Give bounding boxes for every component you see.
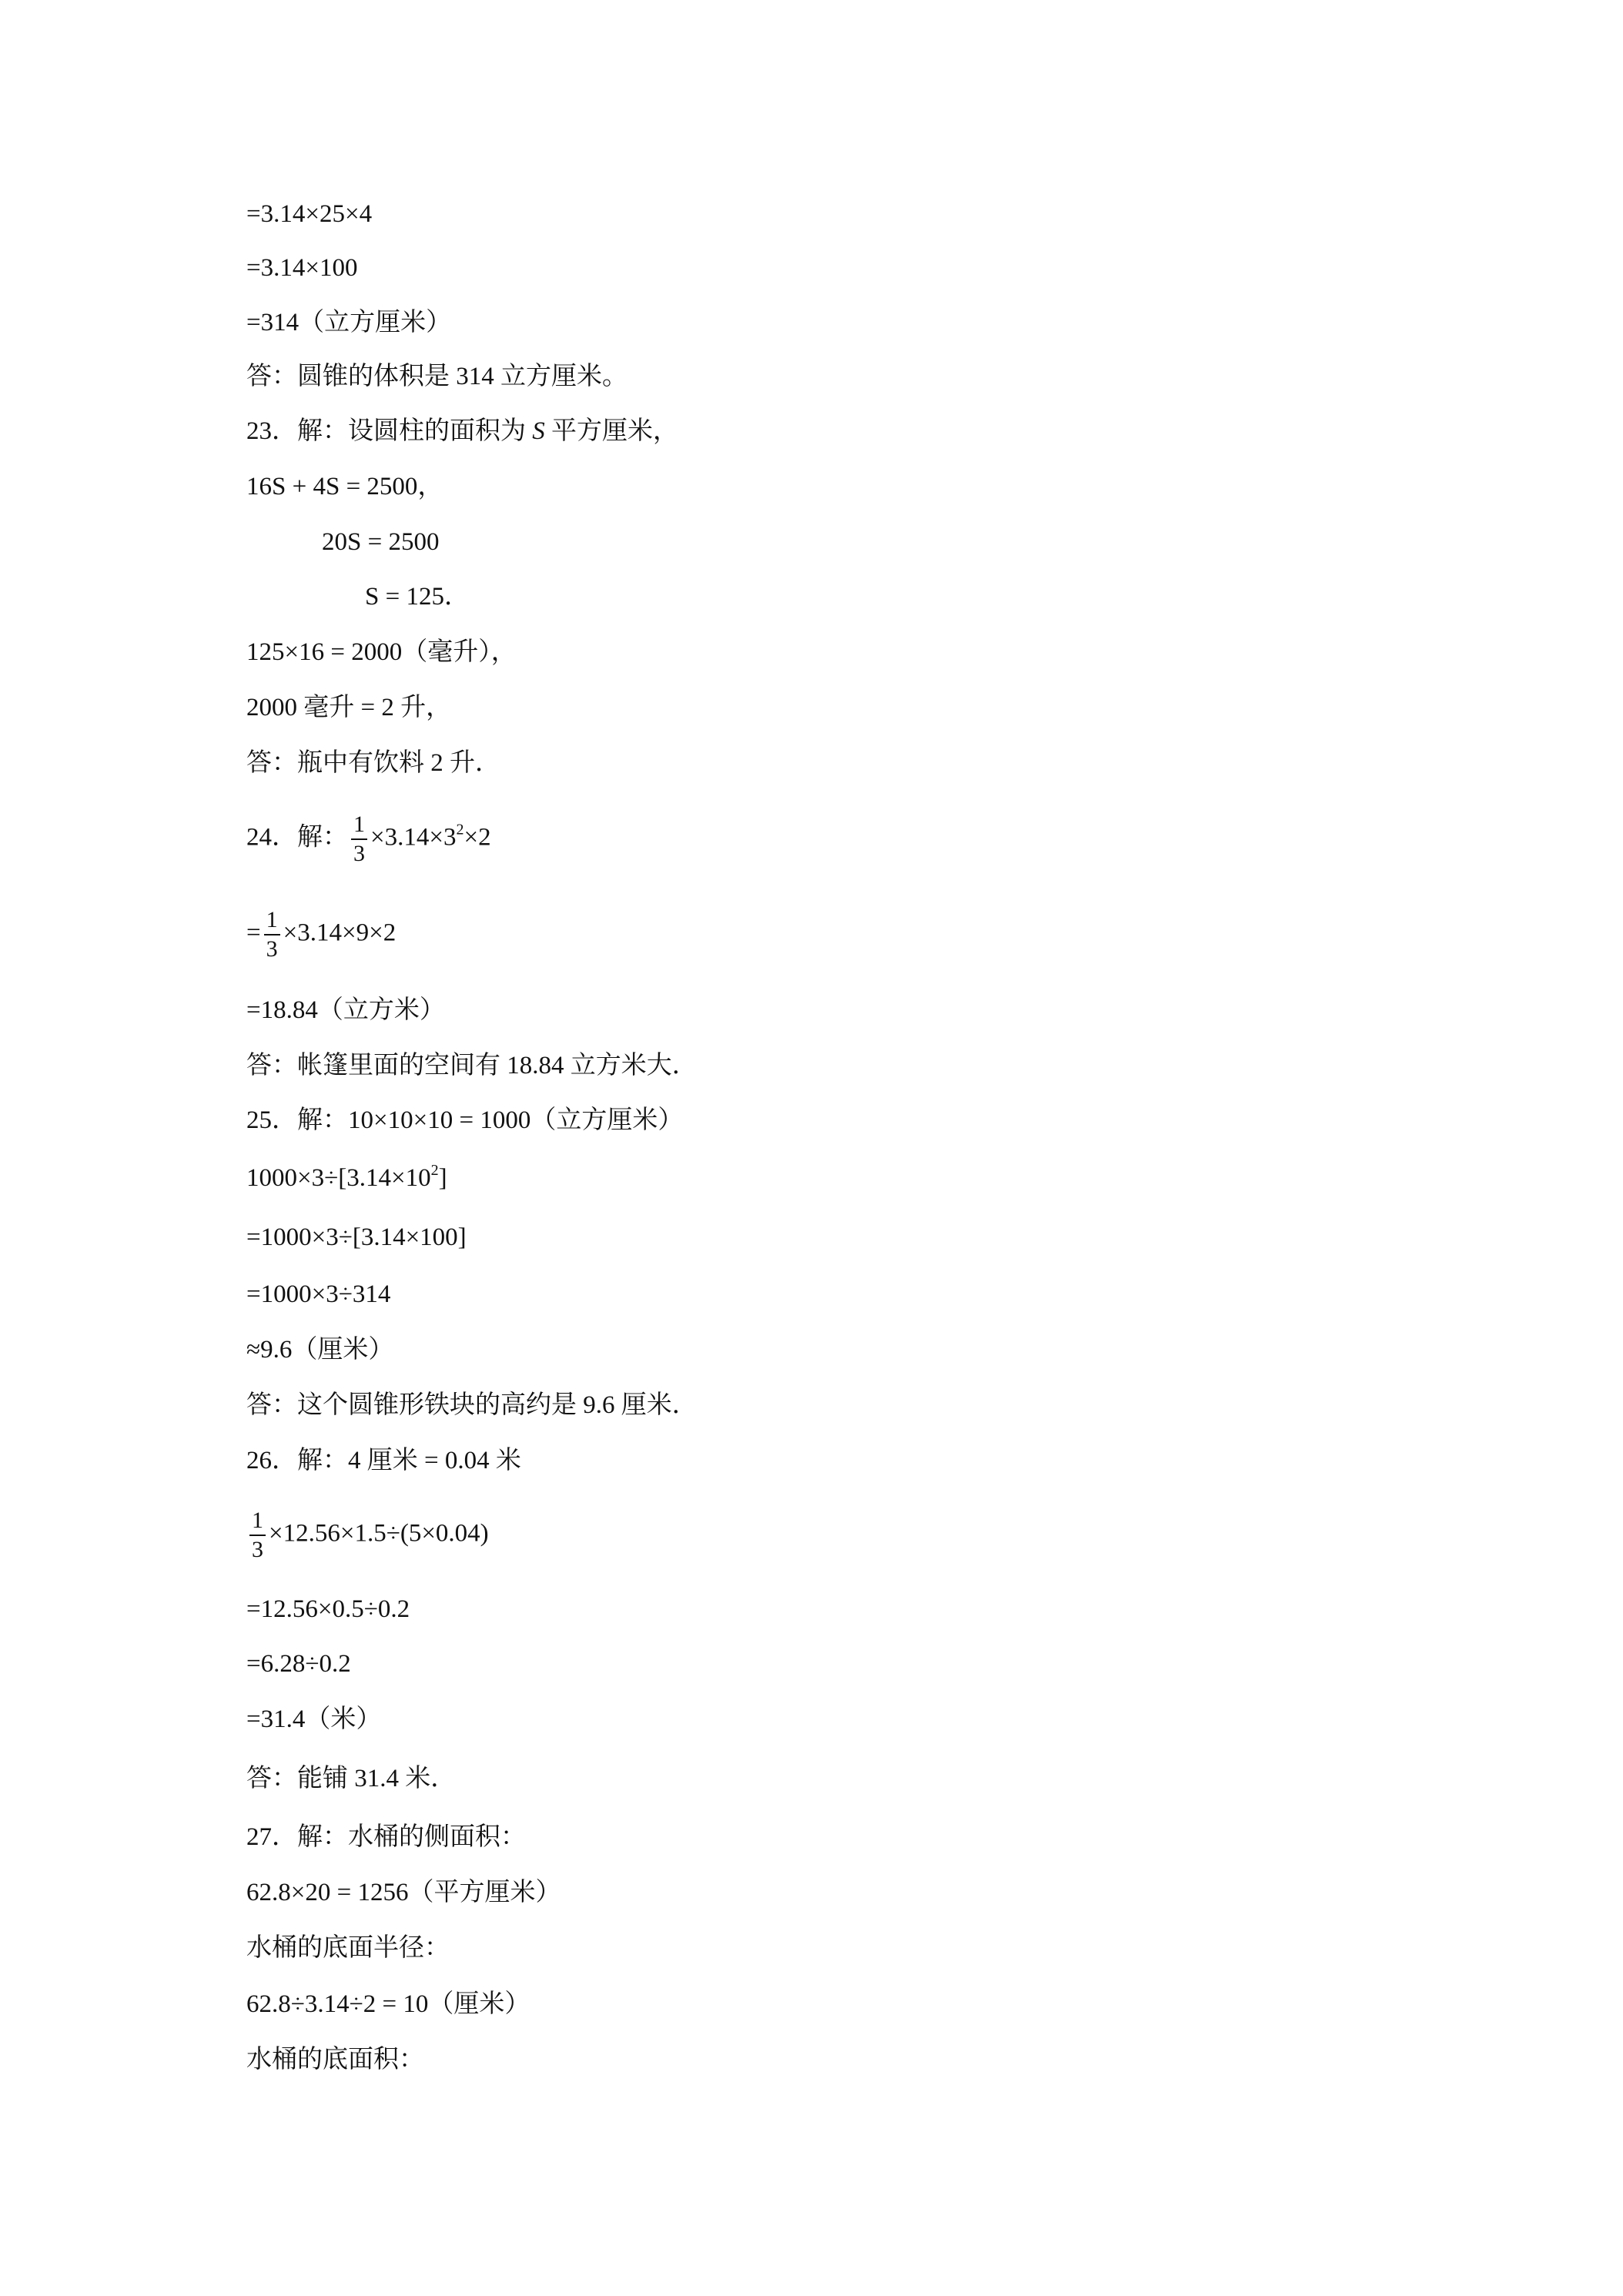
equation-line: =12.56×0.5÷0.2 (246, 1595, 410, 1623)
denominator: 3 (353, 841, 365, 866)
text-segment: 24．解： (246, 823, 348, 852)
problem-23-heading (246, 416, 678, 447)
text-line: =18.84（立方米） (246, 996, 445, 1024)
exponent: 2 (430, 1162, 439, 1179)
numerator: 1 (351, 813, 367, 840)
problem-26-heading: 26．解：4 厘米 = 0.04 米 (246, 1447, 521, 1474)
equation-line: =31.4（米） (246, 1705, 382, 1733)
text-line: 水桶的底面半径： (246, 1934, 450, 1962)
text-segment: ] (438, 1164, 447, 1192)
answer-line: 答：帐篷里面的空间有 18.84 立方米大． (246, 1052, 698, 1079)
denominator: 3 (252, 1537, 263, 1562)
text-line: 2000 毫升 = 2 升， (246, 694, 452, 721)
text-segment: ×3.14×3 (370, 823, 457, 852)
equation-line: ≈9.6（厘米） (246, 1336, 394, 1364)
equation-line: 62.8÷3.14÷2 = 10（厘米） (246, 1990, 530, 2018)
text-segment: 平方厘米， (551, 417, 678, 445)
equation-line (246, 1509, 489, 1561)
text-line: =3.14×100 (246, 254, 358, 282)
fraction-one-third (351, 813, 367, 865)
equation-line (246, 909, 396, 961)
fraction-one-third (249, 1509, 266, 1561)
problem-24-heading (246, 813, 491, 865)
numerator: 1 (264, 909, 280, 935)
text-line: =314（立方厘米） (246, 309, 452, 336)
text-segment: 1000×3÷[3.14×10 (246, 1164, 431, 1192)
equation-line: 62.8×20 = 1256（平方厘米） (246, 1879, 561, 1906)
text-line: 水桶的底面积： (246, 2046, 424, 2073)
text-segment: ×3.14×9×2 (283, 919, 397, 947)
denominator: 3 (266, 936, 278, 962)
numerator: 1 (249, 1509, 266, 1536)
problem-27-heading: 27．解：水桶的侧面积： (246, 1823, 526, 1851)
text-line: 答：圆锥的体积是 314 立方厘米。 (246, 363, 627, 390)
equation-line: 16S + 4S = 2500， (246, 473, 443, 500)
exponent: 2 (456, 821, 464, 838)
fraction-one-third (264, 909, 280, 961)
problem-25-heading: 25．解：10×10×10 = 1000（立方厘米） (246, 1106, 684, 1134)
equation-line: =1000×3÷[3.14×100] (246, 1223, 467, 1251)
equation-line: =6.28÷0.2 (246, 1650, 351, 1678)
answer-line: 答：瓶中有饮料 2 升． (246, 749, 500, 777)
equation-line: S = 125． (365, 583, 470, 611)
text-segment: ×12.56×1.5÷(5×0.04) (269, 1519, 489, 1548)
variable-s: S (532, 417, 545, 445)
answer-line: 答：能铺 31.4 米． (246, 1765, 457, 1792)
text-line: 125×16 = 2000（毫升）， (246, 638, 517, 666)
answer-line: 答：这个圆锥形铁块的高约是 9.6 厘米． (246, 1391, 698, 1419)
equation-line (246, 1163, 447, 1193)
text-segment: = (246, 919, 261, 947)
equation-line: 20S = 2500 (322, 528, 440, 556)
text-segment: ×2 (463, 823, 491, 852)
text-line: =3.14×25×4 (246, 200, 373, 228)
text-segment: 23．解：设圆柱的面积为 (246, 417, 526, 445)
equation-line: =1000×3÷314 (246, 1280, 391, 1308)
